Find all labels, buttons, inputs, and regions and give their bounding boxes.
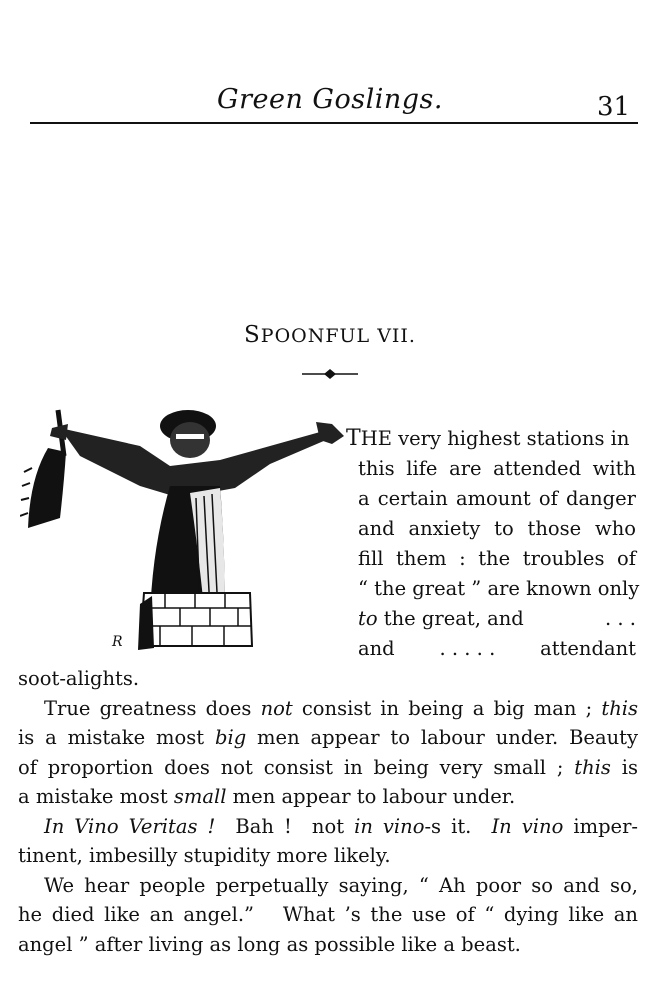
paragraph3-line — [18, 812, 638, 842]
paragraph2-line — [18, 782, 638, 812]
chimney-pot — [138, 593, 252, 650]
section-title — [150, 322, 510, 348]
emphasis: in vino — [354, 814, 425, 838]
drop-cap: T — [346, 426, 361, 451]
text-run: the great, and — [383, 607, 524, 630]
paragraph1-line1-text: HE very highest stations in — [360, 427, 630, 450]
text-run: Bah ! not — [215, 814, 355, 838]
emphasis: In vino — [491, 814, 564, 838]
text-run: and — [358, 637, 395, 660]
page-number: 31 — [597, 92, 631, 122]
paragraph2-line — [18, 723, 638, 753]
section-title-rest: POONFUL VII. — [260, 325, 416, 347]
header-rule — [30, 122, 638, 124]
paragraph4-line: We hear people perpetually saying, “ Ah poor so and so, — [44, 873, 638, 897]
text-run: imper- — [563, 814, 639, 838]
paragraph1-first-line — [346, 424, 629, 454]
ellipsis: . . . — [605, 607, 636, 630]
running-header-title: Green Goslings. — [217, 84, 443, 115]
paragraph1-line: fill them : the troubles of — [358, 547, 636, 570]
text-run: men appear to labour under. Beauty — [246, 726, 639, 749]
text-run: is a mistake most — [18, 726, 215, 749]
text-run: consist in being a big man ; — [292, 696, 602, 720]
paragraph1-wrapped-column — [358, 454, 640, 664]
paragraph4-line: he died like an angel.” What ’s the use of “ dying like an — [18, 903, 638, 926]
emphasis: this — [601, 696, 638, 720]
paragraph4 — [18, 871, 638, 960]
text-run: men appear to labour under. — [226, 785, 516, 808]
paragraph1-line — [358, 604, 636, 634]
paragraph2-line — [18, 753, 638, 783]
paragraph2 — [18, 694, 638, 812]
paragraph1-line: “ the great ” are known only — [358, 577, 640, 600]
text-run: a mistake most — [18, 785, 174, 808]
paragraph1-line — [358, 634, 636, 664]
emphasis: this — [574, 755, 611, 779]
paragraph1-line: this life are attended with — [358, 457, 636, 480]
text-run: of proportion does not consist in being very small ; — [18, 755, 575, 779]
illustrator-signature: R — [112, 634, 123, 650]
ellipsis: . . . . . — [439, 637, 496, 660]
paragraph1-line: and anxiety to those who — [358, 517, 636, 540]
emphasis: not — [260, 696, 293, 720]
chimney-sweep-illustration — [20, 388, 350, 658]
text-run: True greatness does — [44, 696, 261, 720]
paragraph2-line — [18, 694, 638, 724]
paragraph3-line: tinent, imbesilly stupidity more likely. — [18, 844, 391, 867]
ornament-divider — [300, 367, 360, 381]
text-run: -s it. — [424, 814, 492, 838]
emphasis: In Vino Veritas ! — [44, 814, 216, 838]
paragraph4-line: angel ” after living as long as possible like a beast. — [18, 932, 521, 956]
body-text — [18, 664, 638, 959]
text-run: is — [610, 755, 638, 779]
paragraph1-line: a certain amount of danger — [358, 487, 636, 510]
emphasis: to — [358, 607, 378, 630]
paragraph1-tail — [18, 664, 638, 694]
sweep-figure — [50, 410, 344, 618]
emphasis: big — [214, 726, 247, 749]
section-title-cap: S — [244, 322, 261, 348]
paragraph3 — [18, 812, 638, 871]
text-run: attendant — [540, 637, 636, 660]
emphasis: small — [173, 785, 227, 808]
paragraph1-line: soot-alights. — [18, 667, 140, 690]
